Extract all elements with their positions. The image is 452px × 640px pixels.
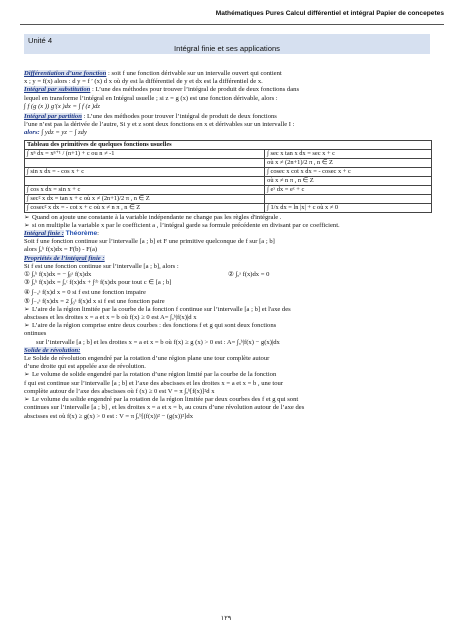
arrow-icon: ➢: [24, 371, 30, 379]
table-cell: ∫ eˣ dx = eˣ + c: [265, 185, 432, 194]
area-item-2: ➢ L’aire de la région comprise entre deux courbes : des fonctions f et g qui sont deux fonctions: [24, 322, 277, 330]
solid-heading: Solide de révolution:: [24, 346, 81, 354]
page-header: Mathématiques Pures Calcul différentiel et intégral Papier de concepetes: [20, 8, 444, 25]
unit-title: Intégral finie et ses applications: [174, 44, 280, 53]
props-intro: Si f est une fonction continue sur l’intervalle [a ; b], alors :: [24, 262, 179, 270]
diff-text-1: : soit f une fonction dérivable sur un intervalle ouvert qui contient: [106, 70, 282, 77]
props-heading: Propriétés de l’intégral finie :: [24, 254, 105, 262]
primitives-table-title: Tableau des primitives de quelques fonctions usuelles: [25, 140, 432, 149]
parts-text-2: l’une n’est pas la dérivée de l’autre, Si y et z sont deux fonctions en x et dérivables sur un intervalle I :: [24, 121, 295, 129]
volume-item-2: ➢ Le volume du solide engendré par la rotation de la région limitée par deux courbes des f et g qui sont: [24, 396, 299, 404]
diff-text-2: x ; y = f(x) alors : d y = f ′ (x) d x où dy est la différentiel de y et dx est la différentiel de x.: [24, 78, 263, 86]
property-5: ⑤ ∫₋ₐᵃ f(x)dx = 2 ∫₀ᵃ f(x)d x si f est une fonction paire: [24, 297, 165, 305]
arrow-icon: ➢: [24, 322, 30, 330]
table-cell: ∫ cosec x cot x dx = - cosec x + c: [265, 167, 432, 176]
finite-text-2: alors ∫ₐᵇ f(x)dx = F(b) - F(a): [24, 246, 98, 254]
property-3: ③ ∫ₐᵇ f(x)dx = ∫ₐᶜ f(x)dx + ∫ᶜᵇ f(x)dx pour tout c ∈ [a ; b]: [24, 279, 172, 287]
parts-alors: alors:: [24, 129, 40, 137]
note-1: ➢ Quand on ajoute une constante à la variable indépendante ne change pas les règles d'intégrale .: [24, 213, 282, 221]
volume-line-5: continues sur l’intervalle [a ; b] , et les droites x = a et x = b, au cours d’une révolution autour de l’axe des: [24, 404, 305, 412]
table-cell: [265, 194, 432, 203]
unit-banner: [24, 34, 430, 54]
arrow-icon: ➢: [24, 396, 30, 404]
subst-heading: Intégral par substitution: [24, 86, 91, 94]
subst-text-1: : L’une des méthodes pour trouver l’intégral de produit de deux fonctions dans: [90, 86, 300, 94]
table-cell: ∫ cosec² x dx = - cot x + c où x ≠ n π , n ∈ Z: [25, 203, 265, 212]
table-row: [25, 203, 432, 212]
finite-text-1: Soit f une fonction continue sur l’intervalle [a ; b] et F une primitive quelconque de f sur [a ; b]: [24, 238, 275, 246]
table-row: [25, 176, 432, 185]
page-number: ١٢٩: [220, 615, 232, 622]
table-cell: ∫ xⁿ dx = xⁿ⁺¹ / (n+1) + c ou n ≠ -1: [25, 149, 265, 158]
table-cell: où x ≠ (2n+1)/2 π , n ∈ Z: [265, 158, 432, 167]
props-heading-line: [24, 255, 432, 263]
table-cell: ∫ cos x dx = sin x + c: [25, 185, 265, 194]
volume-line-6: abscisses est où f(x) ≥ g(x) > 0 est : V = π ∫ₐᵇ[(f(x))² − (g(x))²]dx: [24, 412, 194, 420]
subst-text-2: lequel en transforme l’intégral en Intégral usuelle ; si z = g (x) est une fonction dérivable, alors :: [24, 94, 278, 102]
property-4: ④ ∫₋ₐᵃ f(x)d x = 0 si f est une fonction impaire: [24, 289, 146, 297]
table-row: [25, 149, 432, 158]
solid-text-2: d’une droite qui est appelée axe de révolution.: [24, 363, 146, 371]
area-line-2: abscisses et les droites x = a et x = b où f(x) ≥ 0 est A= ∫ₐᵇ|f(x)|d x: [24, 314, 197, 322]
parts-text-1: : L’une des méthodes pour trouver l’intégral de produit de deux fonctions: [81, 113, 277, 121]
area-item-1: ➢ L’aire de la région limitée par la courbe de la fonction f continue sur l’intervalle [a ; b] et l'axe des: [24, 305, 291, 313]
volume-item-1: ➢ Le volume de solide engendré par la rotation d’une région limité par la courbe de la fonction: [24, 371, 277, 379]
arrow-icon: ➢: [24, 221, 30, 229]
parts-formula: ∫ ydz = yz − ∫ zdy: [41, 129, 87, 137]
table-cell: ∫ sec² x dx = tan x + c où x ≠ (2n+1)/2 π , n ∈ Z: [25, 194, 265, 203]
parts-heading: Intégral par partition: [24, 113, 82, 121]
table-row: [25, 158, 432, 167]
table-cell: ∫ sec x tan x dx = sec x + c: [265, 149, 432, 158]
property-1: ① ∫ₐᵇ f(x)dx = − ∫ᵦᵃ f(x)dx: [24, 271, 92, 279]
diff-paragraph: [24, 70, 432, 78]
finite-heading-line: Intégral finie : Théorème:: [24, 230, 99, 238]
diff-heading: Différentiation d’une fonction: [24, 70, 107, 77]
volume-line-3: complète autour de l’axe des abscisses où f (x) ≥ 0 est V = π ∫ₐᵇ[f(x)]²d x: [24, 387, 215, 395]
area-line-3: ontinues: [24, 330, 47, 338]
parts-formula-line: [24, 129, 432, 137]
arrow-icon: ➢: [24, 305, 30, 313]
theorem-label: Théorème: [65, 230, 98, 238]
table-row: [25, 185, 432, 194]
property-2: ② ∫ₐᵃ f(x)dx = 0: [228, 271, 270, 279]
subst-paragraph: [24, 86, 432, 94]
subst-formula: ∫ f (g (x )) g′(x )dx = ∫ f (z )dz: [24, 102, 100, 110]
table-row: [25, 167, 432, 176]
arrow-icon: ➢: [24, 213, 30, 221]
table-cell: ∫ sin x dx = - cos x + c: [25, 167, 265, 176]
table-cell: où x ≠ n π , n ∈ Z: [265, 176, 432, 185]
area-line-4: sur l’intervalle [a ; b] et les droites x = a et x = b où f(x) ≥ g (x) > 0 est : A= ∫ₐᵇ|f(x) − g(x)|dx: [36, 338, 280, 346]
parts-paragraph: [24, 113, 432, 121]
primitives-table: [24, 140, 432, 213]
table-cell: [25, 158, 265, 167]
volume-line-2: f qui est continue sur l’intervalle [a ; b] et l’axe des abscisses et les droites x = a et x = b , une tour: [24, 379, 284, 387]
solid-heading-line: [24, 347, 432, 355]
finite-heading: Intégral finie :: [24, 230, 64, 238]
solid-text-1: Le Solide de révolution engendré par la rotation d’une région plane une tour complète autour: [24, 355, 270, 363]
unit-label: Unité 4: [28, 36, 53, 45]
document-body: [24, 70, 432, 421]
note-2: ➢ si on multiplie la variable x par le coefficient a , l’intégral garde sa formule précédente en divisant par ce coefficient.: [24, 221, 340, 229]
table-cell: ∫ 1/x dx = ln |x| + c où x ≠ 0: [265, 203, 432, 212]
table-row: [25, 194, 432, 203]
table-cell: [25, 176, 265, 185]
